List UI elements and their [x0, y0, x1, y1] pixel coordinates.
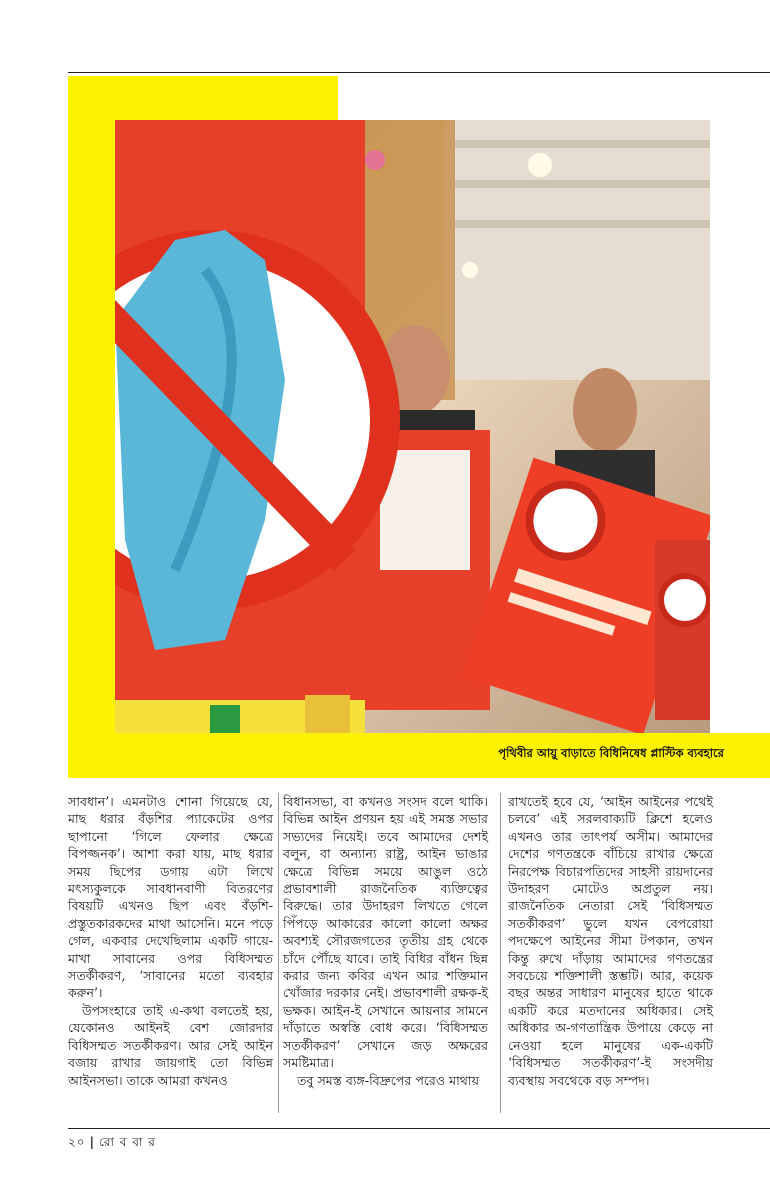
article-column-1	[68, 793, 273, 1089]
footer-separator: |	[89, 1135, 95, 1149]
paragraph: তবু সমস্ত ব্যঙ্গ-বিদ্রুপের পরেও মাথায়	[297, 1072, 480, 1088]
article-column-2	[283, 793, 488, 1089]
paragraph: রাখতেই হবে যে, ‘আইন আইনের পথেই চলবে’ এই সরলবাক্যটি ক্লিশে হলেও এখনও তার তাৎপর্য অসীম। আমাদের দেশের গণতন্ত্রকে বাঁচিয়ে রাখার ক্ষেত্রে নিরপেক্ষ বিচারপতিদের সাহসী রায়দানের উদাহরণ মোটেও অপ্রতুল নয়। রাজনৈতিক নেতারা সেই ‘বিধিসম্মত সতর্কীকরণ’ ভুলে যখন বেপরোয়া পদক্ষেপে আইনের সীমা টপকান, তখন কিন্তু রুখে দাঁড়ায় আমাদের গণতন্ত্রের সবচেয়ে শক্তিশালী স্তম্ভটি। আর, কয়েক বছর অন্তর সাধারণ মানুষের হাতে থাকে একটি করে মতদানের অধিকার। সেই অধিকার অ-গণতান্ত্রিক উপায়ে কেড়ে না নেওয়া হলে মানুষের এক-একটি ‘বিধিসম্মত সতর্কীকরণ’-ই সংসদীয় ব্যবস্থায় সবথেকে বড় সম্পদ।	[508, 794, 713, 1088]
article-photo	[115, 120, 710, 733]
no-plastic-sign-photo	[115, 120, 710, 733]
article-column-3	[508, 793, 713, 1089]
top-rule	[68, 72, 770, 73]
paragraph: উপসংহারে তাই এ-কথা বলতেই হয়, যেকোনও আইনই বেশ জোরদার বিধিসম্মত সতর্কীকরণ। আর সেই আইন বজায় রাখার জায়গাই তো বিভিন্ন আইনসভা। তাকে আমরা কখনও	[68, 1002, 273, 1088]
column-divider	[500, 793, 501, 1113]
paragraph: সাবধান’। এমনটাও শোনা গিয়েছে যে, মাছ ধরার বঁড়শির প্যাকেটের ওপর ছাপানো ‘গিলে ফেলার ক্ষেত্রে বিপজ্জনক’। আশা করা যায়, মাছ ধরার সময় ছিপের ডগায় এটা লিখে মৎস্যকুলকে সাবধানবাণী বিতরণের বিষয়টি এখনও ছিপ এবং বঁড়শি-প্রস্তুতকারকদের মাথা আসেনি। মনে পড়ে গেল, একবার দেখেছিলাম একটি গায়ে-মাখা সাবানের ওপর বিধিসম্মত সতর্কীকরণ, ‘সাবানের মতো ব্যবহার করুন’।	[68, 794, 273, 1001]
yellow-accent-left	[68, 76, 115, 778]
article-body	[68, 793, 770, 1113]
page-number: ২০	[68, 1135, 86, 1149]
column-divider	[278, 793, 279, 1113]
photo-caption: পৃথিবীর আয়ু বাড়াতে বিধিনিষেধ প্লাস্টিক ব্যবহারে	[498, 746, 724, 760]
paragraph: বিধানসভা, বা কখনও সংসদ বলে থাকি। বিভিন্ন আইন প্রণয়ন হয় এই সমস্ত সভার সভ্যদের নিয়েই। তবে আমাদের দেশই বলুন, বা অন্যান্য রাষ্ট্র, আইন ভাঙার ক্ষেত্রে বিভিন্ন সময়ে আঙুল ওঠে প্রভাবশালী রাজনৈতিক ব্যক্তিত্বের বিরুদ্ধে। তার উদাহরণ লিখতে গেলে পিঁপড়ে আকারের কালো কালো অক্ষর অবশ্যই সৌরজগতের তৃতীয় গ্রহ থেকে চাঁদে পৌঁছে যাবে। তাই বিধির বাঁধন ছিন্ন করার জন্য কবির এখন আর শক্তিমান খোঁজার দরকার নেই। প্রভাবশালী রক্ষক-ই ভক্ষক। আইন-ই সেখানে আয়নার সামনে দাঁড়াতে অস্বস্তি বোধ করে। ‘বিধিসম্মত সতর্কীকরণ’ সেখানে জড় অক্ষরের সমষ্টিমাত্র।	[283, 794, 488, 1071]
bottom-rule	[68, 1128, 770, 1129]
page-footer	[68, 1134, 156, 1154]
magazine-name: রো ব বা র	[99, 1135, 156, 1149]
